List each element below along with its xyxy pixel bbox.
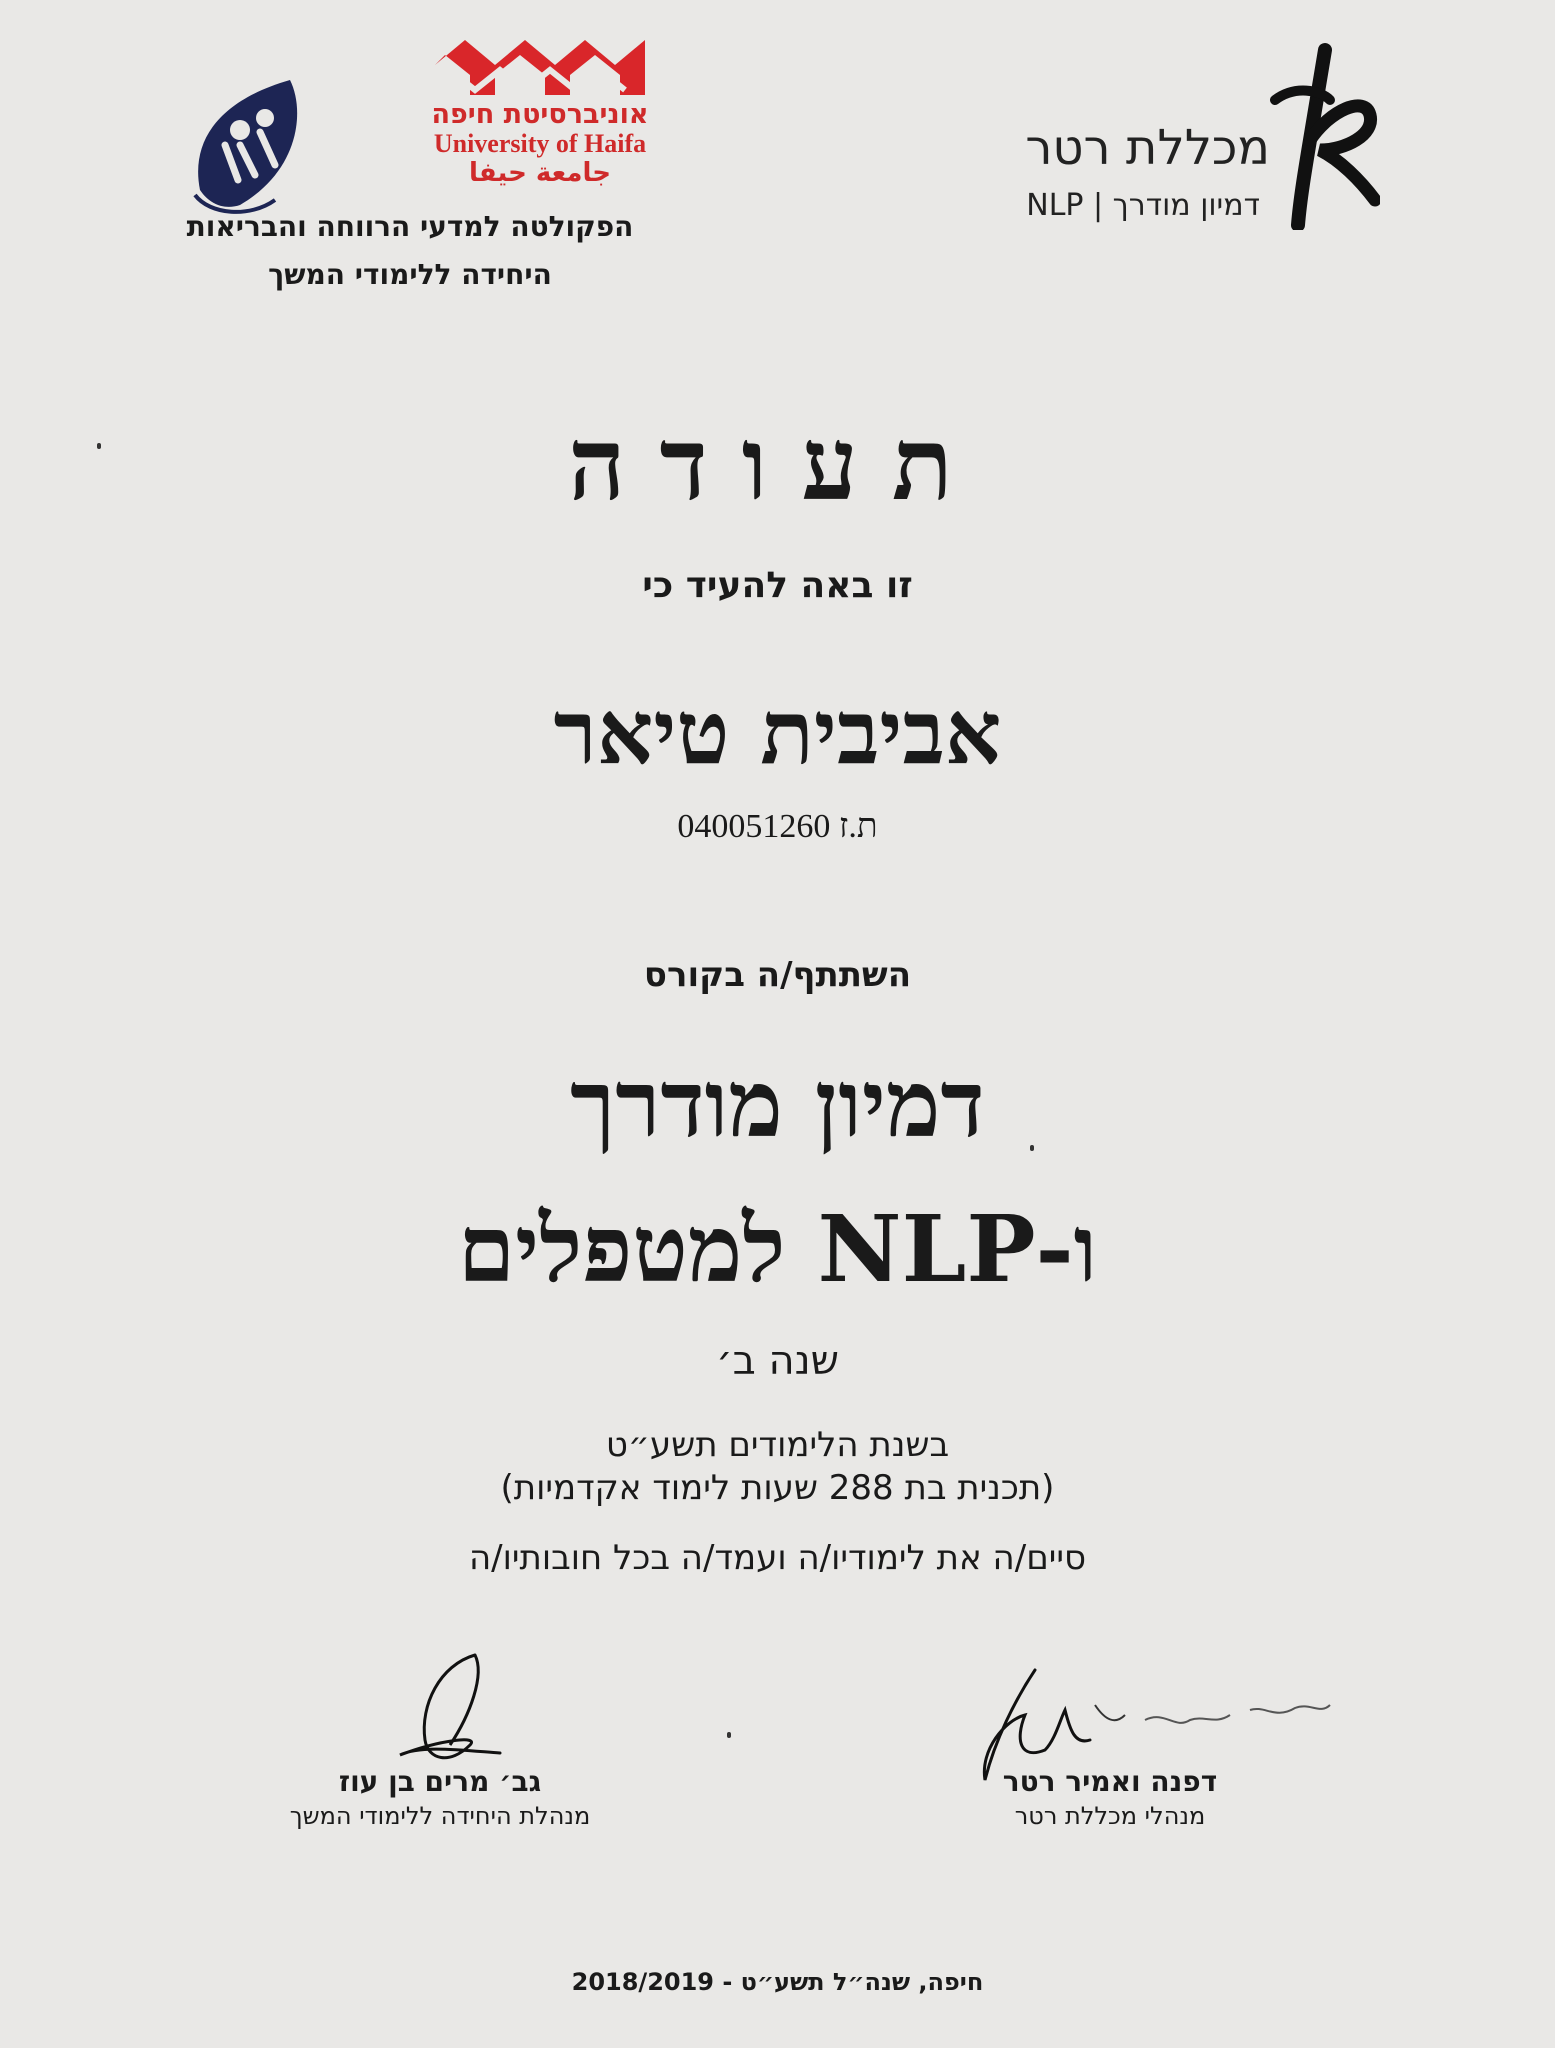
left-signer-name: גב׳ מרים בן עוז: [338, 1765, 542, 1798]
university-of-haifa-emblem-icon: [430, 30, 650, 100]
recipient-id: ת.ז 040051260: [677, 808, 878, 845]
paper-speck: [1030, 1145, 1034, 1151]
completion-statement: סיים/ה את לימודיו/ה ועמד/ה בכל חובותיו/ה: [468, 1538, 1087, 1578]
course-name-line1: דמיון מודרך: [570, 1050, 985, 1158]
program-hours: (תכנית בת 288 שעות לימוד אקדמיות): [500, 1468, 1055, 1508]
footer-location-date: חיפה, שנה״ל תשע״ט - 2018/2019: [571, 1968, 984, 1996]
right-signer-role: מנהלי מכללת רטר: [1014, 1802, 1206, 1830]
university-of-haifa-logo: [425, 30, 655, 210]
left-signature-scribble: [380, 1645, 520, 1785]
faculty-emblem-icon: [180, 70, 320, 220]
ratner-college-logo: [1000, 40, 1380, 240]
attest-line: זו באה להעיד כי: [642, 565, 913, 606]
course-year: שנה ב׳: [716, 1338, 839, 1384]
right-signer-name: דפנה ואמיר רטר: [1002, 1765, 1218, 1798]
haifa-arabic-name: جامعة حيفا: [469, 158, 611, 188]
paper-speck: [97, 443, 101, 449]
haifa-hebrew-name: אוניברסיטת חיפה: [431, 99, 649, 130]
participated-line: השתתף/ה בקורס: [643, 955, 912, 995]
ratner-r-mark-icon: [1270, 40, 1380, 230]
ratner-college-name: מכללת רטר: [1025, 120, 1270, 176]
course-name-line2: ו-NLP למטפלים: [457, 1195, 1098, 1303]
faculty-name: הפקולטה למדעי הרווחה והבריאות: [186, 210, 634, 243]
ratner-college-subtitle: דמיון מודרך | NLP: [1026, 188, 1260, 223]
left-signer-role: מנהלת היחידה ללימודי המשך: [289, 1802, 591, 1830]
haifa-english-name: University of Haifa: [433, 129, 647, 158]
paper-speck: [727, 1732, 731, 1738]
continuing-education-unit: היחידה ללימודי המשך: [268, 258, 552, 291]
recipient-name: אביבית טיאר: [553, 680, 1002, 784]
certificate-title: תעודה: [568, 405, 987, 523]
study-year: בשנת הלימודים תשע״ט: [605, 1425, 950, 1465]
